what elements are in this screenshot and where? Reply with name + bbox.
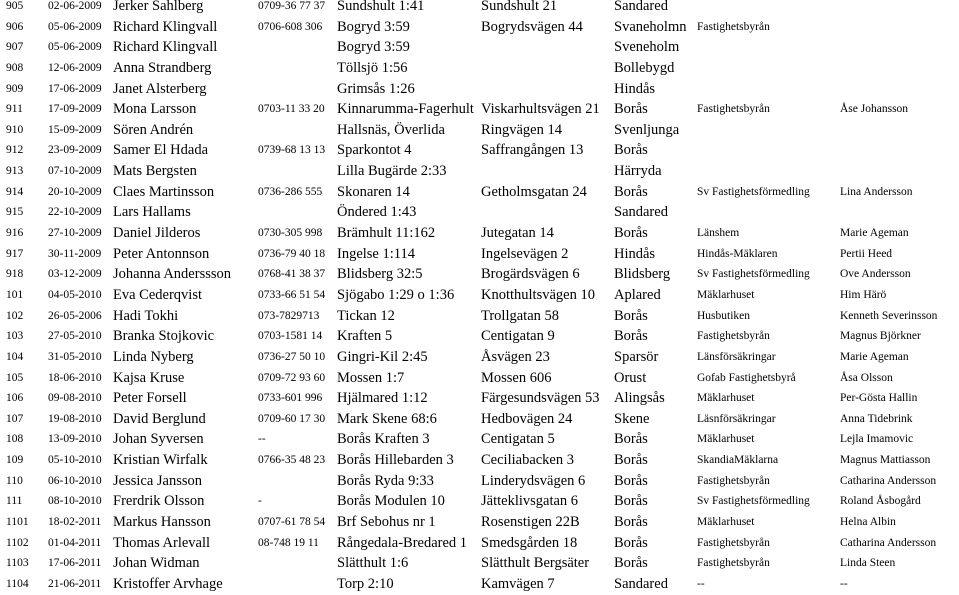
customer-name-cell[interactable]: Frerdrik Olsson bbox=[113, 493, 205, 510]
table-row[interactable] bbox=[0, 264, 959, 285]
table-row[interactable] bbox=[0, 0, 959, 17]
street-address-cell[interactable]: Linderydsvägen 6 bbox=[481, 472, 586, 489]
phone-cell[interactable]: 08-748 19 11 bbox=[258, 536, 319, 549]
street-address-cell[interactable]: Slätthult Bergsäter bbox=[481, 555, 590, 572]
agent-cell[interactable]: Catharina Andersson bbox=[840, 474, 937, 487]
city-cell[interactable]: Alingsås bbox=[614, 390, 665, 407]
customer-name-cell[interactable]: Mona Larsson bbox=[113, 101, 197, 118]
property-cell[interactable]: Borås Ryda 9:33 bbox=[337, 472, 434, 489]
date-cell[interactable]: 20-10-2009 bbox=[48, 185, 102, 198]
city-cell[interactable]: Sandared bbox=[614, 204, 668, 221]
date-cell[interactable]: 12-06-2009 bbox=[48, 61, 102, 74]
customer-name-cell[interactable]: Mats Bergsten bbox=[113, 163, 197, 180]
date-cell[interactable]: 18-02-2011 bbox=[48, 516, 102, 529]
agency-cell[interactable]: Fastighetsbyrån bbox=[697, 103, 770, 116]
table-row[interactable] bbox=[0, 285, 959, 306]
phone-cell[interactable]: 0709-60 17 30 bbox=[258, 412, 326, 425]
property-cell[interactable]: Sjögabo 1:29 o 1:36 bbox=[337, 286, 455, 303]
table-row[interactable] bbox=[0, 244, 959, 265]
property-cell[interactable]: Sparkontot 4 bbox=[337, 142, 412, 159]
property-cell[interactable]: Brf Sebohus nr 1 bbox=[337, 514, 436, 531]
date-cell[interactable]: 18-06-2010 bbox=[48, 371, 102, 384]
customer-name-cell[interactable]: Thomas Arlevall bbox=[113, 534, 211, 551]
property-cell[interactable]: Rångedala-Bredared 1 bbox=[337, 534, 468, 551]
table-row[interactable] bbox=[0, 161, 959, 182]
city-cell[interactable]: Borås bbox=[614, 328, 648, 345]
property-cell[interactable]: Hallsnäs, Överlida bbox=[337, 121, 445, 138]
customer-name-cell[interactable]: Richard Klingvall bbox=[113, 39, 218, 56]
city-cell[interactable]: Skene bbox=[614, 410, 650, 427]
table-row[interactable] bbox=[0, 471, 959, 492]
date-cell[interactable]: 19-08-2010 bbox=[48, 412, 102, 425]
property-cell[interactable]: Öndered 1:43 bbox=[337, 204, 417, 221]
agency-cell[interactable]: Fastighetsbyrån bbox=[697, 330, 770, 343]
table-row[interactable] bbox=[0, 347, 959, 368]
row-number-cell[interactable]: 106 bbox=[6, 392, 24, 405]
property-cell[interactable]: Ingelse 1:114 bbox=[337, 245, 415, 262]
row-number-cell[interactable]: 905 bbox=[6, 0, 24, 12]
customer-name-cell[interactable]: Eva Cederqvist bbox=[113, 286, 202, 303]
street-address-cell[interactable]: Trollgatan 58 bbox=[481, 307, 560, 324]
city-cell[interactable]: Blidsberg bbox=[614, 266, 671, 283]
table-row[interactable] bbox=[0, 37, 959, 58]
table-row[interactable] bbox=[0, 223, 959, 244]
date-cell[interactable]: 08-10-2010 bbox=[48, 495, 102, 508]
street-address-cell[interactable]: Ringvägen 14 bbox=[481, 121, 562, 138]
date-cell[interactable]: 23-09-2009 bbox=[48, 144, 102, 157]
table-row[interactable] bbox=[0, 140, 959, 161]
row-number-cell[interactable]: 1101 bbox=[6, 516, 29, 529]
city-cell[interactable]: Sveneholm bbox=[614, 39, 680, 56]
table-row[interactable] bbox=[0, 58, 959, 79]
street-address-cell[interactable]: Ceciliabacken 3 bbox=[481, 452, 574, 469]
row-number-cell[interactable]: 103 bbox=[6, 330, 24, 343]
date-cell[interactable]: 05-06-2009 bbox=[48, 41, 102, 54]
date-cell[interactable]: 09-08-2010 bbox=[48, 392, 102, 405]
agency-cell[interactable]: Gofab Fastighetsbyrå bbox=[697, 371, 796, 384]
row-number-cell[interactable]: 913 bbox=[6, 165, 24, 178]
street-address-cell[interactable]: Kamvägen 7 bbox=[481, 575, 555, 592]
phone-cell[interactable]: - bbox=[258, 495, 262, 508]
agent-cell[interactable]: Anna Tidebrink bbox=[840, 412, 913, 425]
property-cell[interactable]: Tickan 12 bbox=[337, 307, 395, 324]
date-cell[interactable]: 01-04-2011 bbox=[48, 536, 102, 549]
phone-cell[interactable]: 0703-1581 14 bbox=[258, 330, 323, 343]
street-address-cell[interactable]: Viskarhultsvägen 21 bbox=[481, 101, 600, 118]
city-cell[interactable]: Borås bbox=[614, 307, 648, 324]
street-address-cell[interactable]: Hedbovägen 24 bbox=[481, 410, 573, 427]
street-address-cell[interactable]: Sundshult 21 bbox=[481, 0, 558, 14]
property-cell[interactable]: Grimsås 1:26 bbox=[337, 80, 415, 97]
customer-name-cell[interactable]: Daniel Jilderos bbox=[113, 225, 201, 242]
street-address-cell[interactable]: Smedsgården 18 bbox=[481, 534, 578, 551]
street-address-cell[interactable]: Centigatan 9 bbox=[481, 328, 555, 345]
row-number-cell[interactable]: 104 bbox=[6, 350, 24, 363]
property-cell[interactable]: Slätthult 1:6 bbox=[337, 555, 409, 572]
row-number-cell[interactable]: 915 bbox=[6, 206, 24, 219]
street-address-cell[interactable]: Rosenstigen 22B bbox=[481, 514, 580, 531]
city-cell[interactable]: Borås bbox=[614, 472, 648, 489]
table-row[interactable] bbox=[0, 388, 959, 409]
agent-cell[interactable]: Him Härö bbox=[840, 288, 887, 301]
row-number-cell[interactable]: 918 bbox=[6, 268, 24, 281]
phone-cell[interactable]: 0709-72 93 60 bbox=[258, 371, 326, 384]
date-cell[interactable]: 02-06-2009 bbox=[48, 0, 102, 12]
customer-name-cell[interactable]: Lars Hallams bbox=[113, 204, 191, 221]
agent-cell[interactable]: Linda Steen bbox=[840, 557, 896, 570]
agent-cell[interactable]: Helna Albin bbox=[840, 516, 896, 529]
agency-cell[interactable]: Hindås-Mäklaren bbox=[697, 247, 778, 260]
customer-name-cell[interactable]: Kristoffer Arvhage bbox=[113, 575, 223, 592]
property-cell[interactable]: Borås Hillebarden 3 bbox=[337, 452, 454, 469]
street-address-cell[interactable]: Bogrydsvägen 44 bbox=[481, 18, 583, 35]
table-row[interactable] bbox=[0, 17, 959, 38]
property-cell[interactable]: Mark Skene 68:6 bbox=[337, 410, 437, 427]
agency-cell[interactable]: Fastighetsbyrån bbox=[697, 536, 770, 549]
date-cell[interactable]: 22-10-2009 bbox=[48, 206, 102, 219]
phone-cell[interactable]: 0766-35 48 23 bbox=[258, 454, 326, 467]
row-number-cell[interactable]: 107 bbox=[6, 412, 24, 425]
street-address-cell[interactable]: Brogärdsvägen 6 bbox=[481, 266, 580, 283]
phone-cell[interactable]: 0736-27 50 10 bbox=[258, 350, 326, 363]
phone-cell[interactable]: 0730-305 998 bbox=[258, 227, 323, 240]
city-cell[interactable]: Sandared bbox=[614, 0, 668, 14]
customer-name-cell[interactable]: Hadi Tokhi bbox=[113, 307, 179, 324]
date-cell[interactable]: 27-05-2010 bbox=[48, 330, 102, 343]
phone-cell[interactable]: 0707-61 78 54 bbox=[258, 516, 326, 529]
property-cell[interactable]: Borås Modulen 10 bbox=[337, 493, 445, 510]
agent-cell[interactable]: Magnus Mattiasson bbox=[840, 454, 931, 467]
table-row[interactable] bbox=[0, 409, 959, 430]
city-cell[interactable]: Svenljunga bbox=[614, 121, 680, 138]
city-cell[interactable]: Borås bbox=[614, 452, 648, 469]
city-cell[interactable]: Borås bbox=[614, 101, 648, 118]
phone-cell[interactable]: 0736-286 555 bbox=[258, 185, 323, 198]
property-cell[interactable]: Kinnarumma-Fagerhult bbox=[337, 101, 474, 118]
customer-name-cell[interactable]: Branka Stojkovic bbox=[113, 328, 215, 345]
customer-name-cell[interactable]: Peter Antonnson bbox=[113, 245, 210, 262]
property-cell[interactable]: Gingri-Kil 2:45 bbox=[337, 348, 428, 365]
property-cell[interactable]: Blidsberg 32:5 bbox=[337, 266, 423, 283]
agent-cell[interactable]: Catharina Andersson bbox=[840, 536, 937, 549]
row-number-cell[interactable]: 911 bbox=[6, 103, 23, 116]
city-cell[interactable]: Hindås bbox=[614, 80, 656, 97]
phone-cell[interactable]: -- bbox=[258, 433, 266, 446]
table-row[interactable] bbox=[0, 512, 959, 533]
date-cell[interactable]: 13-09-2010 bbox=[48, 433, 102, 446]
row-number-cell[interactable]: 1104 bbox=[6, 577, 29, 590]
phone-cell[interactable]: 0733-601 996 bbox=[258, 392, 323, 405]
property-cell[interactable]: Skonaren 14 bbox=[337, 183, 410, 200]
city-cell[interactable]: Bollebygd bbox=[614, 59, 675, 76]
phone-cell[interactable]: 0768-41 38 37 bbox=[258, 268, 326, 281]
agent-cell[interactable]: Roland Åsbogård bbox=[840, 495, 921, 508]
date-cell[interactable]: 05-06-2009 bbox=[48, 20, 102, 33]
city-cell[interactable]: Borås bbox=[614, 493, 648, 510]
row-number-cell[interactable]: 108 bbox=[6, 433, 24, 446]
row-number-cell[interactable]: 908 bbox=[6, 61, 24, 74]
property-cell[interactable]: Borås Kraften 3 bbox=[337, 431, 430, 448]
phone-cell[interactable]: 0739-68 13 13 bbox=[258, 144, 326, 157]
row-number-cell[interactable]: 101 bbox=[6, 288, 24, 301]
row-number-cell[interactable]: 906 bbox=[6, 20, 24, 33]
row-number-cell[interactable]: 916 bbox=[6, 227, 24, 240]
agency-cell[interactable]: Läsnförsäkringar bbox=[697, 412, 776, 425]
row-number-cell[interactable]: 917 bbox=[6, 247, 24, 260]
date-cell[interactable]: 03-12-2009 bbox=[48, 268, 102, 281]
table-row[interactable] bbox=[0, 326, 959, 347]
date-cell[interactable]: 17-06-2009 bbox=[48, 82, 102, 95]
city-cell[interactable]: Härryda bbox=[614, 163, 662, 180]
property-cell[interactable]: Torp 2:10 bbox=[337, 575, 394, 592]
agency-cell[interactable]: Fastighetsbyrån bbox=[697, 557, 770, 570]
table-row[interactable] bbox=[0, 574, 959, 595]
agency-cell[interactable]: Sv Fastighetsförmedling bbox=[697, 495, 810, 508]
phone-cell[interactable]: 0709-36 77 37 bbox=[258, 0, 326, 12]
street-address-cell[interactable]: Jätteklivsgatan 6 bbox=[481, 493, 579, 510]
customer-name-cell[interactable]: Johan Widman bbox=[113, 555, 200, 572]
agency-cell[interactable]: Länshem bbox=[697, 227, 740, 240]
phone-cell[interactable]: 0706-608 306 bbox=[258, 20, 323, 33]
date-cell[interactable]: 05-10-2010 bbox=[48, 454, 102, 467]
city-cell[interactable]: Borås bbox=[614, 142, 648, 159]
customer-name-cell[interactable]: Janet Alsterberg bbox=[113, 80, 207, 97]
city-cell[interactable]: Hindås bbox=[614, 245, 656, 262]
property-cell[interactable]: Brämhult 11:162 bbox=[337, 225, 436, 242]
agent-cell[interactable]: Kenneth Severinsson bbox=[840, 309, 938, 322]
street-address-cell[interactable]: Jutegatan 14 bbox=[481, 225, 554, 242]
agent-cell[interactable]: -- bbox=[840, 577, 848, 590]
agency-cell[interactable]: Fastighetsbyrån bbox=[697, 20, 770, 33]
row-number-cell[interactable]: 1103 bbox=[6, 557, 29, 570]
property-cell[interactable]: Lilla Bugärde 2:33 bbox=[337, 163, 447, 180]
agent-cell[interactable]: Lejla Imamovic bbox=[840, 433, 914, 446]
agent-cell[interactable]: Per-Gösta Hallin bbox=[840, 392, 918, 405]
phone-cell[interactable]: 073-7829713 bbox=[258, 309, 320, 322]
customer-name-cell[interactable]: Jessica Jansson bbox=[113, 472, 203, 489]
agent-cell[interactable]: Pertii Heed bbox=[840, 247, 893, 260]
customer-name-cell[interactable]: Johanna Anderssson bbox=[113, 266, 232, 283]
agency-cell[interactable]: Sv Fastighetsförmedling bbox=[697, 185, 810, 198]
row-number-cell[interactable]: 912 bbox=[6, 144, 24, 157]
city-cell[interactable]: Sandared bbox=[614, 575, 668, 592]
customer-name-cell[interactable]: Kajsa Kruse bbox=[113, 369, 185, 386]
city-cell[interactable]: Borås bbox=[614, 431, 648, 448]
customer-name-cell[interactable]: Peter Forsell bbox=[113, 390, 187, 407]
date-cell[interactable]: 30-11-2009 bbox=[48, 247, 102, 260]
table-row[interactable] bbox=[0, 491, 959, 512]
date-cell[interactable]: 17-06-2011 bbox=[48, 557, 102, 570]
date-cell[interactable]: 21-06-2011 bbox=[48, 577, 102, 590]
date-cell[interactable]: 06-10-2010 bbox=[48, 474, 102, 487]
city-cell[interactable]: Orust bbox=[614, 369, 647, 386]
date-cell[interactable]: 26-05-2006 bbox=[48, 309, 102, 322]
row-number-cell[interactable]: 102 bbox=[6, 309, 24, 322]
table-row[interactable] bbox=[0, 99, 959, 120]
date-cell[interactable]: 27-10-2009 bbox=[48, 227, 102, 240]
street-address-cell[interactable]: Saffrangången 13 bbox=[481, 142, 584, 159]
agency-cell[interactable]: Sv Fastighetsförmedling bbox=[697, 268, 810, 281]
street-address-cell[interactable]: Åsvägen 23 bbox=[481, 348, 550, 365]
customer-name-cell[interactable]: Johan Syversen bbox=[113, 431, 204, 448]
agency-cell[interactable]: Mäklarhuset bbox=[697, 392, 755, 405]
date-cell[interactable]: 31-05-2010 bbox=[48, 350, 102, 363]
row-number-cell[interactable]: 910 bbox=[6, 123, 24, 136]
customer-name-cell[interactable]: Richard Klingvall bbox=[113, 18, 218, 35]
customer-name-cell[interactable]: Claes Martinsson bbox=[113, 183, 215, 200]
agency-cell[interactable]: Husbutiken bbox=[697, 309, 751, 322]
date-cell[interactable]: 17-09-2009 bbox=[48, 103, 102, 116]
customer-name-cell[interactable]: Linda Nyberg bbox=[113, 348, 194, 365]
row-number-cell[interactable]: 110 bbox=[6, 474, 23, 487]
row-number-cell[interactable]: 909 bbox=[6, 82, 24, 95]
table-row[interactable] bbox=[0, 306, 959, 327]
property-cell[interactable]: Hjälmared 1:12 bbox=[337, 390, 428, 407]
table-row[interactable] bbox=[0, 553, 959, 574]
agency-cell[interactable]: Länsförsäkringar bbox=[697, 350, 776, 363]
customer-name-cell[interactable]: Samer El Hdada bbox=[113, 142, 209, 159]
customer-name-cell[interactable]: Anna Strandberg bbox=[113, 59, 212, 76]
table-row[interactable] bbox=[0, 429, 959, 450]
agent-cell[interactable]: Åse Johansson bbox=[840, 103, 909, 116]
agency-cell[interactable]: Mäklarhuset bbox=[697, 433, 755, 446]
city-cell[interactable]: Borås bbox=[614, 225, 648, 242]
city-cell[interactable]: Sparsör bbox=[614, 348, 659, 365]
property-cell[interactable]: Kraften 5 bbox=[337, 328, 393, 345]
table-row[interactable] bbox=[0, 368, 959, 389]
property-cell[interactable]: Sundshult 1:41 bbox=[337, 0, 425, 14]
customer-name-cell[interactable]: Sören Andrén bbox=[113, 121, 194, 138]
street-address-cell[interactable]: Knotthultsvägen 10 bbox=[481, 286, 595, 303]
city-cell[interactable]: Borås bbox=[614, 183, 648, 200]
city-cell[interactable]: Svaneholmn bbox=[614, 18, 687, 35]
date-cell[interactable]: 07-10-2009 bbox=[48, 165, 102, 178]
customer-name-cell[interactable]: David Berglund bbox=[113, 410, 206, 427]
property-cell[interactable]: Mossen 1:7 bbox=[337, 369, 405, 386]
row-number-cell[interactable]: 914 bbox=[6, 185, 24, 198]
table-row[interactable] bbox=[0, 182, 959, 203]
phone-cell[interactable]: 0703-11 33 20 bbox=[258, 103, 325, 116]
table-row[interactable] bbox=[0, 202, 959, 223]
property-cell[interactable]: Töllsjö 1:56 bbox=[337, 59, 408, 76]
street-address-cell[interactable]: Ingelsevägen 2 bbox=[481, 245, 569, 262]
customer-name-cell[interactable]: Kristian Wirfalk bbox=[113, 452, 208, 469]
phone-cell[interactable]: 0733-66 51 54 bbox=[258, 288, 326, 301]
city-cell[interactable]: Aplared bbox=[614, 286, 661, 303]
agency-cell[interactable]: Mäklarhuset bbox=[697, 516, 755, 529]
customer-name-cell[interactable]: Markus Hansson bbox=[113, 514, 211, 531]
row-number-cell[interactable]: 1102 bbox=[6, 536, 29, 549]
table-row[interactable] bbox=[0, 79, 959, 100]
city-cell[interactable]: Borås bbox=[614, 514, 648, 531]
street-address-cell[interactable]: Getholmsgatan 24 bbox=[481, 183, 587, 200]
row-number-cell[interactable]: 105 bbox=[6, 371, 24, 384]
row-number-cell[interactable]: 109 bbox=[6, 454, 24, 467]
agency-cell[interactable]: Fastighetsbyrån bbox=[697, 474, 770, 487]
city-cell[interactable]: Borås bbox=[614, 534, 648, 551]
street-address-cell[interactable]: Färgesundsvägen 53 bbox=[481, 390, 600, 407]
table-row[interactable] bbox=[0, 450, 959, 471]
agent-cell[interactable]: Magnus Björkner bbox=[840, 330, 921, 343]
agency-cell[interactable]: -- bbox=[697, 577, 705, 590]
table-row[interactable] bbox=[0, 533, 959, 554]
street-address-cell[interactable]: Centigatan 5 bbox=[481, 431, 555, 448]
agent-cell[interactable]: Marie Ageman bbox=[840, 350, 909, 363]
customer-name-cell[interactable]: Jerker Sahlberg bbox=[113, 0, 204, 14]
row-number-cell[interactable]: 111 bbox=[6, 495, 23, 508]
date-cell[interactable]: 04-05-2010 bbox=[48, 288, 102, 301]
agent-cell[interactable]: Marie Ageman bbox=[840, 227, 909, 240]
row-number-cell[interactable]: 907 bbox=[6, 41, 24, 54]
phone-cell[interactable]: 0736-79 40 18 bbox=[258, 247, 326, 260]
agency-cell[interactable]: Mäklarhuset bbox=[697, 288, 755, 301]
city-cell[interactable]: Borås bbox=[614, 555, 648, 572]
property-cell[interactable]: Bogryd 3:59 bbox=[337, 39, 410, 56]
street-address-cell[interactable]: Mossen 606 bbox=[481, 369, 552, 386]
table-row[interactable] bbox=[0, 120, 959, 141]
agent-cell[interactable]: Åsa Olsson bbox=[840, 371, 893, 384]
agent-cell[interactable]: Lina Andersson bbox=[840, 185, 913, 198]
property-cell[interactable]: Bogryd 3:59 bbox=[337, 18, 410, 35]
date-cell[interactable]: 15-09-2009 bbox=[48, 123, 102, 136]
agent-cell[interactable]: Ove Andersson bbox=[840, 268, 911, 281]
agency-cell[interactable]: SkandiaMäklarna bbox=[697, 454, 779, 467]
